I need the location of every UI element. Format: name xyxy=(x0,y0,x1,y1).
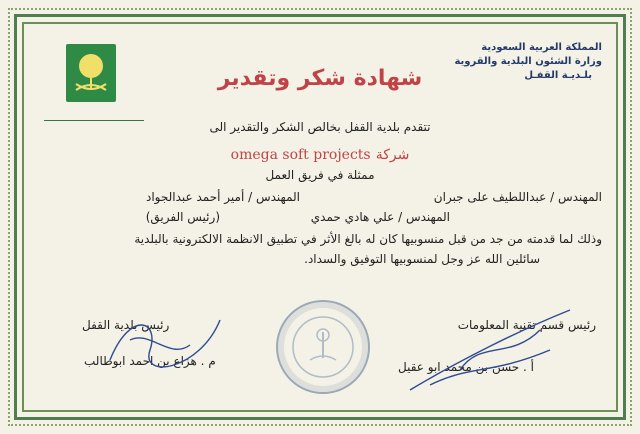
certificate-title: شهادة شكر وتقدير xyxy=(217,66,423,91)
ministry-logo-caption xyxy=(44,106,144,121)
header-municipality: بلـديـة القفـل xyxy=(524,70,592,81)
member-1-role: (رئيس الفريق) xyxy=(145,210,220,224)
company-prefix: شركة xyxy=(375,147,410,163)
member-3: المهندس / علي هادي حمدي xyxy=(310,210,450,224)
right-signatory-title: رئيس قسم تقنية المعلومات xyxy=(457,318,596,332)
right-signatory-name: أ . حسن بن محمد ابو عقيل xyxy=(398,360,534,374)
member-2: المهندس / أمير أحمد عبدالجواد xyxy=(145,190,300,204)
company-line xyxy=(0,144,640,163)
right-signature-scribble xyxy=(400,300,580,400)
left-signatory-name: م . هزاع بن احمد ابوطالب xyxy=(84,354,216,368)
thanks-line-2: سائلين الله عز وجل لمنسوبيها التوفيق والسداد. xyxy=(304,252,540,266)
intro-line: تتقدم بلدية القفل بخالص الشكر والتقدير الى xyxy=(209,120,431,134)
represented-line: ممثلة في فريق العمل xyxy=(265,168,375,182)
thanks-line-1: وذلك لما قدمته من جد من قبل منسوبيها كان له بالغ الأثر في تطبيق الانظمة الالكترونية بالبلدية xyxy=(134,232,602,246)
official-stamp-icon xyxy=(276,300,370,394)
member-1: المهندس / عبداللطيف على جبران xyxy=(433,190,602,204)
company-name: omega soft projects xyxy=(230,147,371,163)
left-signatory-title: رئيس بلدية القفل xyxy=(82,318,170,332)
header-ministry: وزارة الشئون البلدية والقروية xyxy=(454,56,602,67)
left-signature-scribble xyxy=(90,300,230,380)
header-kingdom: المملكة العربية السعودية xyxy=(481,42,602,53)
